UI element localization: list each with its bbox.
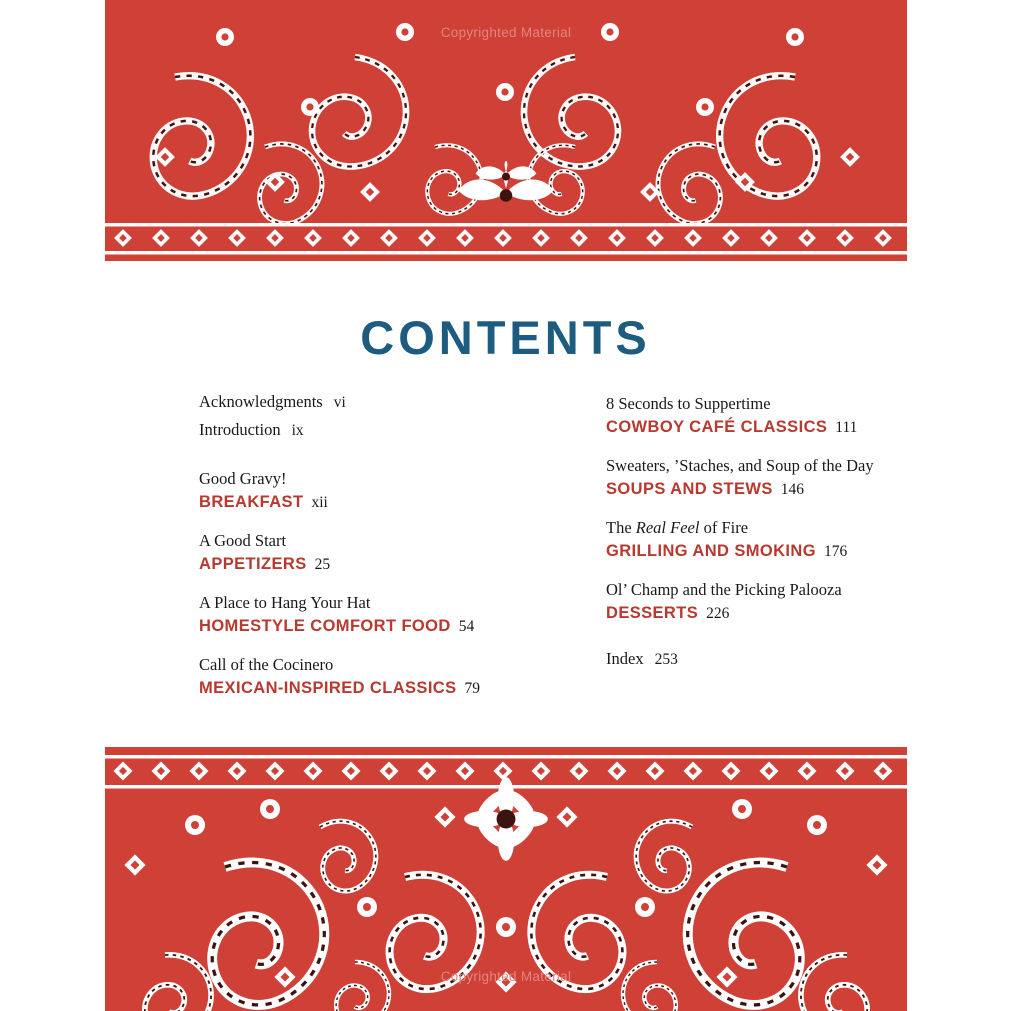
toc-entry-main	[606, 604, 879, 623]
toc-page-number: ix	[291, 422, 304, 439]
copyright-watermark-bottom: Copyrighted Material	[440, 969, 572, 984]
toc-entry-title: MEXICAN-INSPIRED CLASSICS	[199, 678, 457, 697]
bandana-band-bottom	[105, 747, 907, 1011]
toc-entry-subtitle: 8 Seconds to Suppertime	[606, 394, 771, 413]
toc-left-column	[199, 392, 481, 715]
toc-entry-acknowledgments[interactable]	[199, 392, 472, 412]
toc-page-number: 25	[314, 555, 331, 573]
toc-entry-main	[199, 616, 475, 636]
toc-entry-title: SOUPS AND STEWS	[606, 479, 773, 498]
toc-page-number: 146	[780, 480, 804, 498]
toc-entry-main	[606, 418, 879, 437]
toc-page-number: xii	[311, 493, 328, 511]
toc-entry-title: COWBOY CAFÉ CLASSICS	[606, 417, 828, 436]
toc-entry-title: HOMESTYLE COMFORT FOOD	[199, 616, 451, 635]
toc-entry-grilling-and-smoking[interactable]	[606, 516, 879, 561]
toc-entry-subtitle: A Place to Hang Your Hat	[199, 592, 371, 612]
toc-page-number: 79	[464, 679, 481, 697]
toc-entry-main	[199, 493, 472, 512]
toc-entry-cowboy-cafe-classics[interactable]	[606, 392, 879, 437]
toc-subtitle-pre: The	[606, 517, 636, 537]
toc-entry-subtitle: Call of the Cocinero	[199, 654, 334, 674]
toc-entry-soups-and-stews[interactable]	[606, 454, 879, 499]
page-title: CONTENTS	[360, 311, 651, 364]
toc-entry-title: APPETIZERS	[199, 554, 307, 573]
toc-right-column	[606, 392, 879, 715]
toc-entry-appetizers[interactable]	[199, 529, 472, 574]
toc-page-number: 54	[458, 617, 475, 635]
copyright-watermark-top: Copyrighted Material	[440, 25, 572, 40]
toc-page-number: 176	[823, 542, 848, 560]
toc-subtitle-post: of Fire	[699, 517, 749, 537]
toc-page-number: 253	[654, 650, 678, 668]
toc-entry-subtitle: A Good Start	[199, 530, 287, 550]
toc-page-number: vi	[333, 394, 346, 411]
toc-subtitle-italic: Real Feel	[635, 517, 700, 537]
table-of-contents	[199, 392, 879, 715]
toc-label: Index	[606, 648, 644, 668]
toc-entry-main	[606, 542, 879, 561]
toc-entry-subtitle: Sweaters, ’Staches, and Soup of the Day	[606, 455, 874, 475]
toc-label: Introduction	[199, 420, 281, 439]
toc-entry-subtitle: Good Gravy!	[199, 469, 287, 488]
toc-entry-title: BREAKFAST	[199, 492, 304, 511]
toc-label: Acknowledgments	[199, 392, 323, 411]
toc-entry-introduction[interactable]	[199, 420, 472, 440]
toc-entry-subtitle: Ol’ Champ and the Picking Palooza	[606, 579, 842, 599]
toc-entry-homestyle-comfort-food[interactable]	[199, 591, 475, 636]
toc-page-number: 226	[706, 604, 730, 622]
bandana-band-top	[105, 0, 907, 261]
toc-entry-index[interactable]	[606, 649, 879, 669]
toc-entry-mexican-inspired-classics[interactable]	[199, 653, 481, 698]
toc-entry-main	[199, 555, 472, 574]
toc-entry-desserts[interactable]	[606, 578, 879, 623]
toc-entry-main	[199, 678, 481, 698]
toc-page-number: 111	[835, 418, 858, 436]
toc-entry-title: DESSERTS	[606, 603, 699, 622]
toc-entry-breakfast[interactable]	[199, 467, 472, 512]
toc-entry-subtitle	[606, 516, 879, 540]
toc-entry-main	[606, 480, 879, 499]
toc-entry-title: GRILLING AND SMOKING	[606, 541, 816, 560]
